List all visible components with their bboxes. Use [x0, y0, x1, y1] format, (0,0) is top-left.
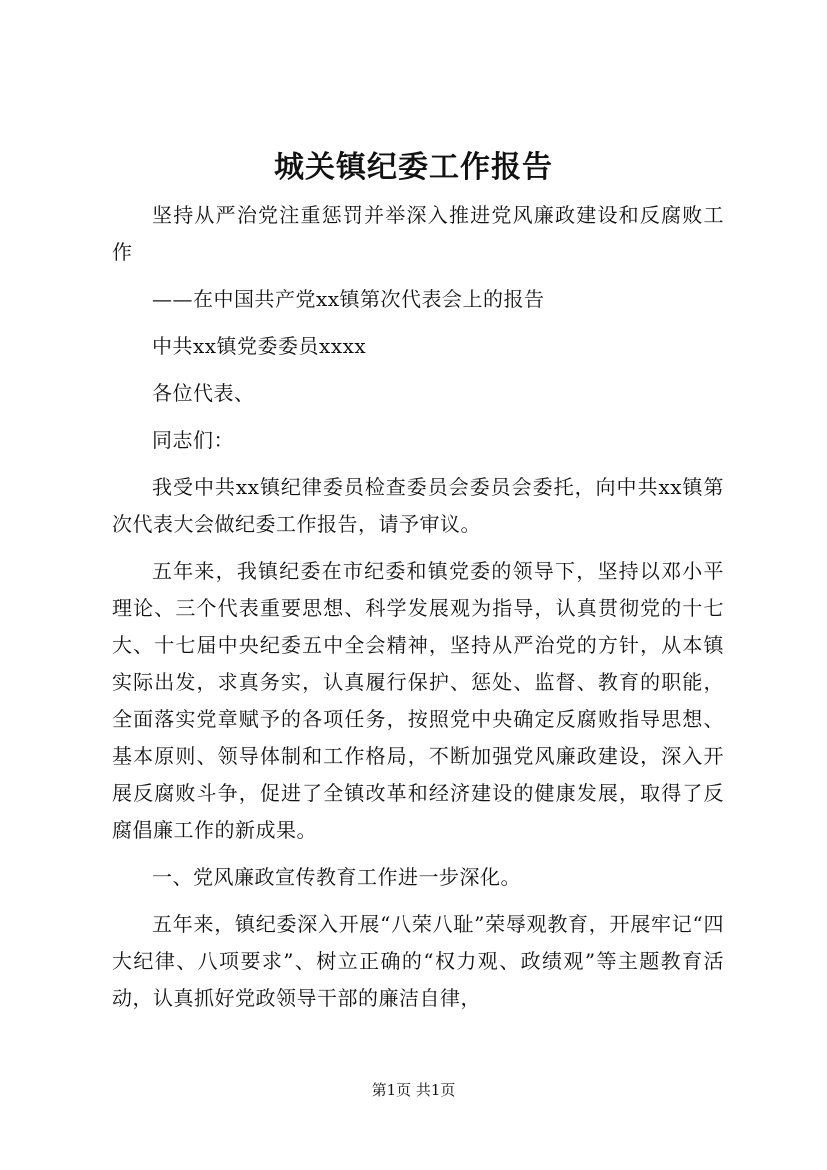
- document-title: 城关镇纪委工作报告: [274, 150, 553, 185]
- page-footer: 第1页 共1页: [371, 1081, 456, 1099]
- section-heading-1: 一、党风廉政宣传教育工作进一步深化。: [152, 865, 521, 889]
- paragraph-salutation-1: 各位代表、: [152, 381, 255, 405]
- paragraph-occasion: ——在中国共产党xx镇第次代表会上的报告: [152, 287, 545, 311]
- paragraph-author: 中共xx镇党委委员xxxx: [152, 334, 367, 358]
- paragraph-summary: 五年来，我镇纪委在市纪委和镇党委的领导下，坚持以邓小平理论、三个代表重要思想、科学发展观为指导，认真贯彻党的十七大、十七届中央纪委五中全会精神，坚持从严治党的方针，从本镇实际出发，求真务实，认真履行保护、惩处、监督、教育的职能，全面落实党章赋予的各项任务，按照党中央确定反腐败指导思想、基本原则、领导体制和工作格局，不断加强党风廉政建设，深入开展反腐败斗争，促进了全镇改革和经济建设的健康发展，取得了反腐倡廉工作的新成果。: [112, 559, 724, 842]
- paragraph-salutation-2: 同志们：: [152, 428, 234, 452]
- paragraph-section-1: 五年来，镇纪委深入开展“八荣八耻”荣辱观教育，开展牢记“四大纪律、八项要求”、树立正确的“权力观、政绩观”等主题教育活动，认真抓好党政领导干部的廉洁自律，: [112, 912, 724, 1010]
- paragraph-subtitle: 坚持从严治党注重惩罚并举深入推进党风廉政建设和反腐败工作: [112, 203, 724, 264]
- paragraph-intro: 我受中共xx镇纪律委员检查委员会委员会委托，向中共xx镇第次代表大会做纪委工作报告，请予审议。: [112, 475, 724, 536]
- document-body: [112, 197, 724, 1017]
